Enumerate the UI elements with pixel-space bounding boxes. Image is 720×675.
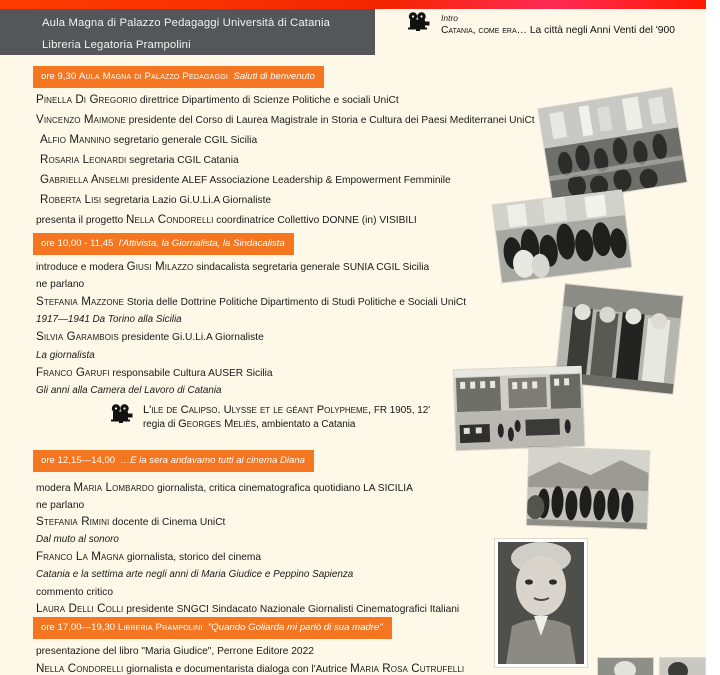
work-title: Gli anni alla Camera del Lavoro di Catania [36, 385, 222, 396]
film-projector-icon [405, 12, 431, 32]
speaker-role: presidente SNGCI Sindacato Nazionale Giornalisti Cinematografici Italiani [126, 604, 460, 615]
photo-crowd-gathering [493, 189, 632, 282]
film-director-line [143, 418, 430, 432]
note-line: ne parlano [36, 500, 85, 511]
banner-1-time: ore 9,30 [41, 71, 77, 82]
speaker-role: docente di Cinema UniCt [112, 517, 226, 528]
speaker-name: Vincenzo Maimone [36, 113, 126, 126]
photo-rural-group [527, 447, 650, 529]
banner-4-title: "Quando Goliarda mi parlò di sua madre" [207, 622, 383, 633]
banner-1-venue: Aula Magna di Palazzo Pedagaggi [78, 71, 228, 82]
speaker-prefix: modera [36, 483, 74, 494]
speaker-name: Gabriella Anselmi [40, 173, 130, 186]
photo-maria-giudice-portrait [495, 539, 587, 667]
speaker-line [40, 193, 271, 207]
speaker-line [40, 173, 451, 187]
speaker-role: coordinatrice Collettivo DONNE (in) VISIBILI [216, 215, 417, 226]
speaker-role: presidente ALEF Associazione Leadership & Empowerment Femminile [131, 175, 451, 186]
speaker-name: Roberta Lisi [40, 193, 102, 206]
banner-3-title: …E la sera andavamo tutti al cinema Diana [120, 455, 306, 466]
photo-thumbnail-right [660, 658, 705, 675]
banner-3-time: ore 12,15—14,00 [41, 455, 116, 466]
banner-1-title: Saluti di benvenuto [233, 71, 315, 82]
intro-label: Intro [441, 13, 459, 23]
speaker-role: giornalista, storico del cinema [126, 552, 262, 563]
speaker-role: segretaria CGIL Catania [129, 155, 239, 166]
top-red-bar [0, 0, 706, 9]
speaker-line [36, 550, 261, 564]
speaker-role: segretario generale CGIL Sicilia [113, 135, 258, 146]
speaker-line [36, 366, 273, 380]
intro-title [441, 24, 675, 37]
speaker-name: Maria Lombardo [73, 481, 155, 494]
speaker-role: giornalista e documentarista dialoga con l'Autrice [126, 664, 351, 675]
photo-factory-workers [538, 88, 686, 203]
banner-2-title: l'Attivista, la Giornalista, la Sindacalista [118, 238, 285, 249]
film-location: , ambientato a Catania [256, 418, 356, 430]
speaker-name: Franco Garufi [36, 366, 110, 379]
speaker-prefix: introduce e modera [36, 262, 127, 273]
speaker-role: presidente Gi.U.Li.A Giornaliste [121, 332, 264, 343]
speaker-line [36, 330, 264, 344]
intro-text [441, 12, 675, 37]
film-director-name: Georges Meliès [178, 417, 257, 430]
venue-line-2: Libreria Legatoria Prampolini [42, 39, 191, 51]
speaker-line [36, 93, 399, 107]
note-line: commento critico [36, 587, 113, 598]
intro-title-rest: La città negli Anni Venti del '900 [529, 25, 675, 36]
speaker-line [36, 213, 417, 227]
note-line: presentazione del libro "Maria Giudice", Perrone Editore 2022 [36, 646, 314, 657]
speaker-name: Stefania Rimini [36, 515, 110, 528]
work-title: La giornalista [36, 350, 95, 361]
venue-line-1: Aula Magna di Palazzo Pedagaggi Università di Catania [42, 17, 331, 29]
work-title: 1917—1941 Da Torino alla Sicilia [36, 314, 182, 325]
speaker-prefix: presenta il progetto [36, 215, 127, 226]
film-title: L'ile de Calipso. Ulysse et le géant Polypheme, [143, 404, 372, 416]
speaker-name: Pinella Di Gregorio [36, 93, 138, 106]
speaker-role: presidente del Corso di Laurea Magistrale in Storia e Cultura dei Paesi Mediterranei UniCt [128, 115, 535, 126]
right-white-margin [706, 0, 720, 675]
speaker-name: Rosaria Leonardi [40, 153, 127, 166]
intro-title-smallcaps: Catania, come era… [441, 25, 527, 36]
film-screening-entry [108, 404, 508, 431]
speaker-role: giornalista, critica cinematografica quotidiano LA SICILIA [156, 483, 413, 494]
speaker-name: Nella Condorelli [36, 662, 124, 675]
speaker-role: Storia delle Dottrine Politiche Dipartimento di Studi Politiche e Sociali UniCt [126, 297, 467, 308]
film-projector-icon [108, 404, 134, 424]
film-title-line [143, 404, 430, 418]
speaker-role: direttrice Dipartimento di Scienze Politiche e sociali UniCt [139, 95, 399, 106]
speaker-role: responsabile Cultura AUSER Sicilia [112, 368, 273, 379]
session-banner-1 [33, 66, 324, 88]
speaker-line [36, 515, 225, 529]
session-banner-4 [33, 617, 392, 639]
work-title: Catania e la settima arte negli anni di Maria Giudice e Peppino Sapienza [36, 569, 354, 580]
speaker-line [36, 602, 459, 616]
speaker-line [36, 662, 464, 675]
banner-2-time: ore 10,00 - 11,45 [41, 238, 114, 249]
speaker-line [36, 260, 429, 274]
speaker-name: Alfio Mannino [40, 133, 111, 146]
speaker-role: segretaria Lazio Gi.U.Li.A Giornaliste [104, 195, 272, 206]
author-name: Maria Rosa Cutrufelli [350, 662, 465, 675]
speaker-role: sindacalista segretaria generale SUNIA CGIL Sicilia [196, 262, 430, 273]
work-title: Dal muto al sonoro [36, 534, 119, 545]
banner-4-time: ore 17,00—19,30 [41, 622, 116, 633]
speaker-name: Silvia Garambois [36, 330, 119, 343]
speaker-name: Laura Delli Colli [36, 602, 124, 615]
banner-4-venue: Libreria Prampolini [117, 622, 203, 633]
film-director-prefix: regia di [143, 418, 179, 430]
intro-block [405, 12, 705, 37]
venue-header-box [0, 7, 375, 55]
film-meta: FR 1905, 12' [371, 405, 431, 416]
session-banner-3 [33, 450, 314, 472]
speaker-name: Franco La Magna [36, 550, 125, 563]
speaker-name: Nella Condorelli [126, 213, 214, 226]
speaker-line [36, 295, 466, 309]
note-line: ne parlano [36, 279, 85, 290]
speaker-line [40, 133, 257, 147]
session-banner-2 [33, 233, 294, 255]
film-text [143, 404, 430, 431]
speaker-line [36, 481, 413, 495]
photo-thumbnail-left [598, 658, 653, 675]
speaker-name: Stefania Mazzone [36, 295, 124, 308]
speaker-name: Giusi Milazzo [126, 260, 194, 273]
speaker-line [40, 153, 239, 167]
speaker-line [36, 113, 535, 127]
